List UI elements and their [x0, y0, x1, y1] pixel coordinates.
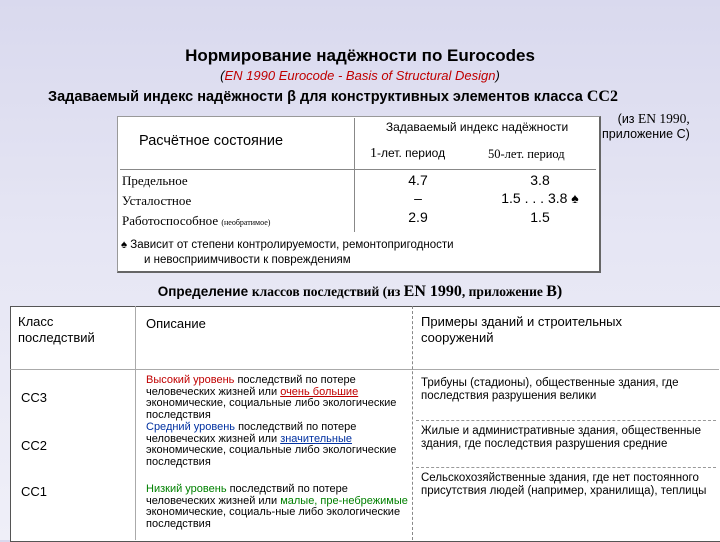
- state-fatigue: Усталостное: [122, 193, 192, 208]
- spade-footnote-line2: и невосприимчивости к повреждениям: [144, 254, 351, 266]
- subtitle-open: (: [220, 68, 225, 83]
- subtitle-close: ): [495, 68, 500, 83]
- state-ultimate: Предельное: [122, 173, 188, 188]
- state-serviceability-note: (необратимое): [221, 218, 271, 227]
- highlight-text: малые, пре-небрежимые: [280, 494, 408, 507]
- beta-index-heading: [48, 88, 618, 106]
- subtitle: [0, 68, 720, 83]
- def-part-b: классов последствий (из: [251, 284, 404, 299]
- def-part-c: EN 1990: [403, 283, 462, 300]
- def-part-d: , приложение: [461, 284, 547, 299]
- subtitle-en: EN 1990 Eurocode - Basis of Structural Design: [224, 68, 496, 83]
- description-text: экономические, социальные либо экологические последствия: [146, 444, 397, 468]
- header-examples: Примеры зданий и строительных сооружений: [421, 314, 623, 345]
- page-title: Нормирование надёжности по Eurocodes: [185, 46, 535, 65]
- header-class: Класс последствий: [18, 314, 95, 345]
- period-50-year-header: 50-лет. период: [488, 147, 565, 161]
- state-header: Расчётное состояние: [139, 133, 284, 149]
- state-serviceability: [122, 213, 270, 229]
- level-medium: Средний уровень: [146, 421, 236, 433]
- required-index-header: Задаваемый индекс надёжности: [385, 120, 569, 134]
- header-description: Описание: [146, 316, 206, 331]
- level-high: Высокий уровень: [146, 374, 235, 386]
- class-cc3: CC3: [21, 390, 48, 405]
- consequence-classes-heading: [0, 283, 720, 301]
- value-1yr-fatigue: –: [414, 190, 422, 206]
- table-divider: [412, 306, 414, 540]
- class-cc2: CC2: [21, 438, 48, 453]
- description-text: последствий по потере человеческих жизней или: [146, 483, 348, 507]
- period-1-year-header: [370, 146, 445, 162]
- description-text: последствий по потере человеческих жизней или: [146, 374, 356, 398]
- state-serviceability-label: Работоспособное: [122, 213, 219, 228]
- level-low: Низкий уровень: [146, 483, 227, 495]
- beta-index-class: CC2: [586, 88, 618, 105]
- period-1-number: 1: [370, 146, 377, 161]
- reference-note-annex: приложение С): [602, 127, 690, 141]
- def-part-a: Определение: [157, 284, 252, 299]
- table-divider: [10, 369, 719, 370]
- example-cc2: Жилые и административные здания, общественные здания, где последствия разрушения средние: [421, 425, 701, 450]
- row-separator: [416, 420, 716, 422]
- row-separator: [416, 467, 716, 469]
- class-cc1: CC1: [21, 484, 48, 499]
- description-cc3: [146, 375, 408, 421]
- table-divider: [120, 169, 596, 170]
- table-divider: [354, 118, 355, 232]
- def-part-e: B): [546, 283, 563, 300]
- value-50yr-ultimate: 3.8: [530, 172, 550, 188]
- example-cc1: Сельскохозяйственные здания, где нет постоянного присутствия людей (например, хранилища), теплицы: [421, 472, 707, 497]
- value-1yr-serviceability: 2.9: [408, 209, 428, 225]
- description-text: экономические, социаль-ные либо экологические последствия: [146, 506, 401, 530]
- example-cc3: Трибуны (стадионы), общественные здания, где последствия разрушения велики: [421, 377, 679, 402]
- period-1-text: -лет. период: [377, 146, 446, 160]
- table-divider: [135, 306, 136, 540]
- description-text: экономические, социальные либо экологические последствия: [146, 397, 397, 421]
- beta-index-text: Задаваемый индекс надёжности β для конструктивных элементов класса: [48, 89, 583, 105]
- spade-footnote: [121, 238, 454, 268]
- highlight-text: значительные: [280, 432, 352, 445]
- highlight-text: очень большие: [280, 385, 359, 398]
- value-50yr-fatigue: 1.5 . . . 3.8 ♠: [501, 190, 579, 206]
- value-1yr-ultimate: 4.7: [408, 172, 428, 188]
- description-cc1: [146, 484, 408, 530]
- spade-footnote-line1: ♠ Зависит от степени контролируемости, ремонтопригодности: [121, 239, 454, 251]
- reference-note-standard: EN 1990,: [638, 111, 690, 126]
- reference-note: [602, 111, 690, 142]
- value-50yr-serviceability: 1.5: [530, 209, 550, 225]
- reference-note-prefix: (из: [617, 112, 639, 126]
- description-text: последствий по потере человеческих жизней или: [146, 421, 357, 445]
- description-cc2: [146, 422, 408, 468]
